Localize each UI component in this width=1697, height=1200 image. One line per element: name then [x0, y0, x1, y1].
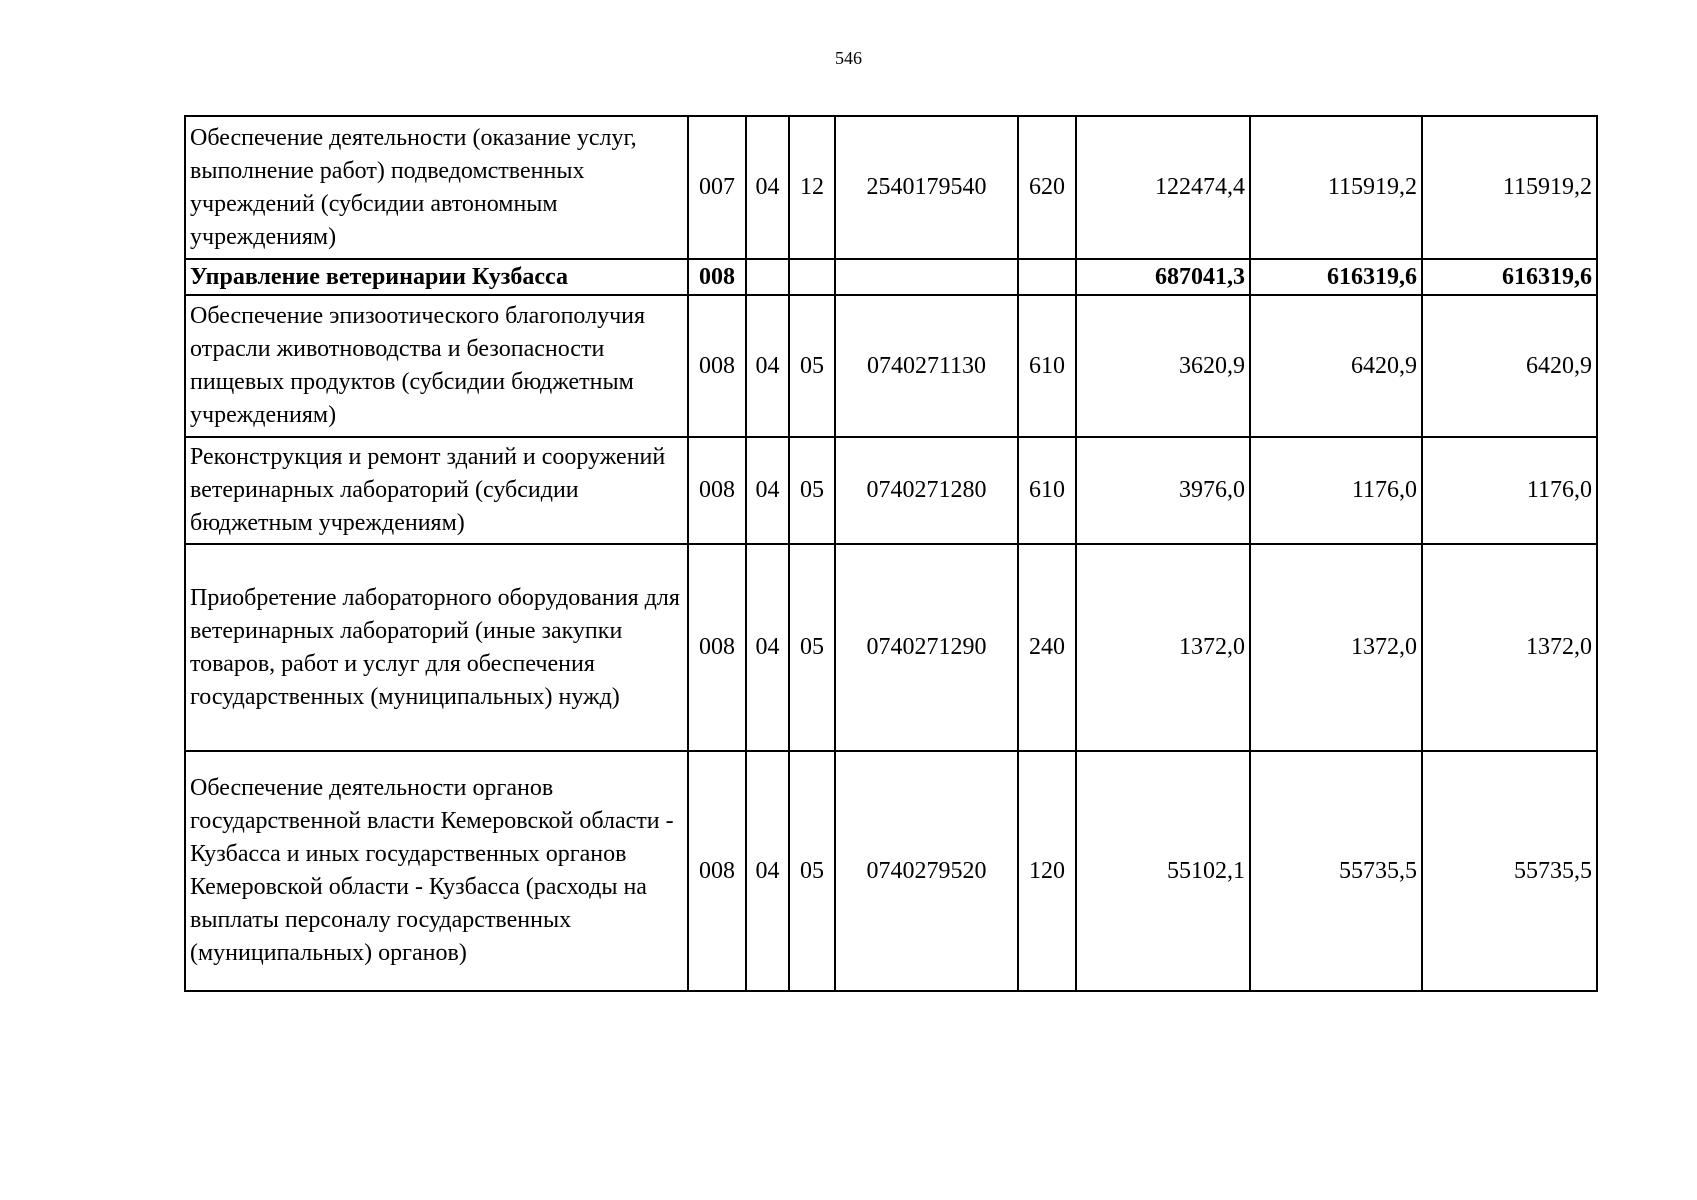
amount-year-3: 1372,0	[1422, 544, 1597, 751]
subsection-code: 05	[789, 751, 835, 991]
section-code: 04	[746, 437, 789, 544]
amount-year-1: 3976,0	[1076, 437, 1250, 544]
amount-year-2: 616319,6	[1250, 259, 1422, 295]
ministry-code: 008	[688, 259, 746, 295]
ministry-code: 007	[688, 116, 746, 259]
target-code: 2540179540	[835, 116, 1018, 259]
row-name: Приобретение лабораторного оборудования для ветеринарных лабораторий (иные закупки товаров, работ и услуг для обеспечения государственных (муниципальных) нужд)	[185, 544, 688, 751]
subsection-code: 05	[789, 544, 835, 751]
amount-year-3: 55735,5	[1422, 751, 1597, 991]
table-row-department-total	[185, 259, 1597, 295]
table-row	[185, 751, 1597, 991]
row-name: Управление ветеринарии Кузбасса	[185, 259, 688, 295]
section-code: 04	[746, 295, 789, 437]
amount-year-2: 6420,9	[1250, 295, 1422, 437]
table-row	[185, 116, 1597, 259]
ministry-code: 008	[688, 437, 746, 544]
target-code: 0740271130	[835, 295, 1018, 437]
row-name: Обеспечение деятельности (оказание услуг, выполнение работ) подведомственных учреждений (субсидии автономным учреждениям)	[185, 116, 688, 259]
amount-year-2: 1176,0	[1250, 437, 1422, 544]
amount-year-1: 55102,1	[1076, 751, 1250, 991]
amount-year-1: 3620,9	[1076, 295, 1250, 437]
target-code: 0740279520	[835, 751, 1018, 991]
ministry-code: 008	[688, 751, 746, 991]
amount-year-2: 55735,5	[1250, 751, 1422, 991]
expense-type-code: 240	[1018, 544, 1076, 751]
page-number: 546	[835, 48, 862, 68]
section-code	[746, 259, 789, 295]
subsection-code: 12	[789, 116, 835, 259]
amount-year-2: 115919,2	[1250, 116, 1422, 259]
amount-year-3: 6420,9	[1422, 295, 1597, 437]
amount-year-3: 115919,2	[1422, 116, 1597, 259]
table-row	[185, 295, 1597, 437]
section-code: 04	[746, 544, 789, 751]
amount-year-1: 687041,3	[1076, 259, 1250, 295]
subsection-code	[789, 259, 835, 295]
target-code: 0740271290	[835, 544, 1018, 751]
budget-table	[184, 115, 1598, 992]
expense-type-code: 610	[1018, 437, 1076, 544]
subsection-code: 05	[789, 295, 835, 437]
amount-year-1: 122474,4	[1076, 116, 1250, 259]
row-name: Обеспечение деятельности органов государственной власти Кемеровской области - Кузбасса и иных государственных органов Кемеровской области - Кузбасса (расходы на выплаты персоналу государственных (муниципальных) органов)	[185, 751, 688, 991]
target-code: 0740271280	[835, 437, 1018, 544]
ministry-code: 008	[688, 544, 746, 751]
amount-year-1: 1372,0	[1076, 544, 1250, 751]
expense-type-code: 610	[1018, 295, 1076, 437]
table-row	[185, 544, 1597, 751]
table-row	[185, 437, 1597, 544]
subsection-code: 05	[789, 437, 835, 544]
expense-type-code: 120	[1018, 751, 1076, 991]
section-code: 04	[746, 116, 789, 259]
section-code: 04	[746, 751, 789, 991]
amount-year-3: 616319,6	[1422, 259, 1597, 295]
row-name: Реконструкция и ремонт зданий и сооружений ветеринарных лабораторий (субсидии бюджетным учреждениям)	[185, 437, 688, 544]
ministry-code: 008	[688, 295, 746, 437]
amount-year-2: 1372,0	[1250, 544, 1422, 751]
target-code	[835, 259, 1018, 295]
amount-year-3: 1176,0	[1422, 437, 1597, 544]
expense-type-code: 620	[1018, 116, 1076, 259]
row-name: Обеспечение эпизоотического благополучия отрасли животноводства и безопасности пищевых продуктов (субсидии бюджетным учреждениям)	[185, 295, 688, 437]
expense-type-code	[1018, 259, 1076, 295]
